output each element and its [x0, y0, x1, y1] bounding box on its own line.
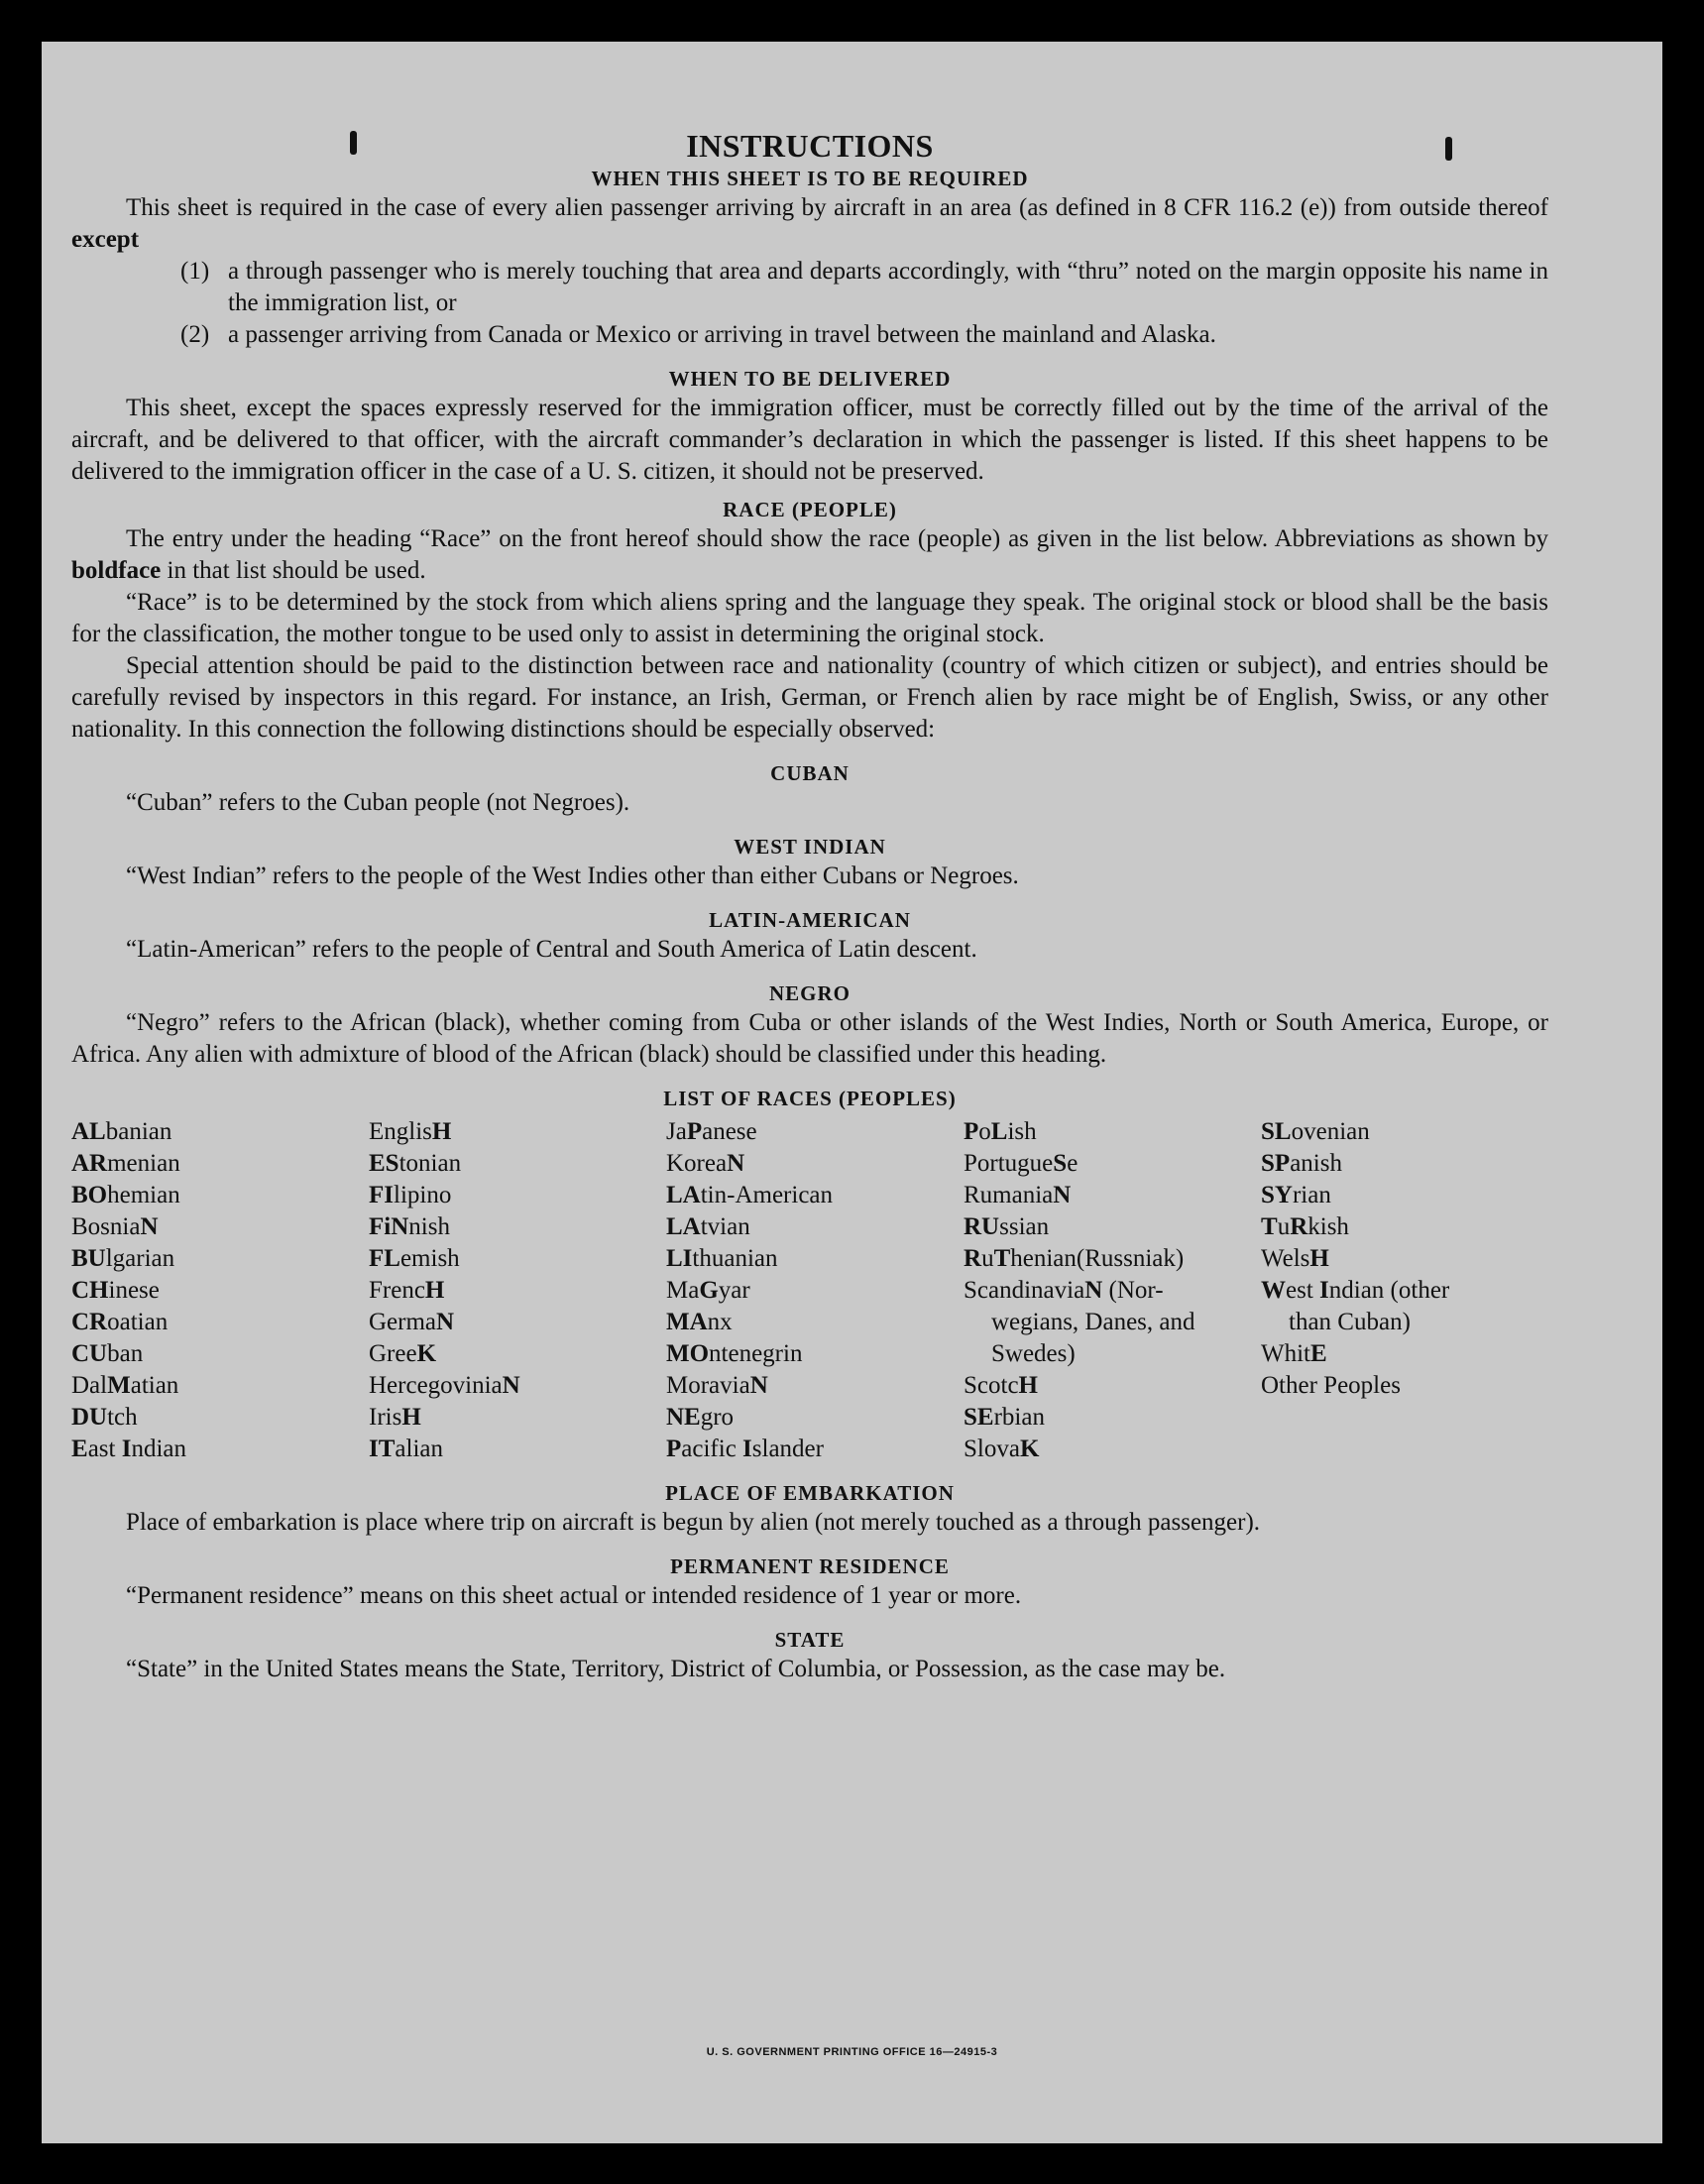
- list-item-number: (1): [180, 258, 210, 285]
- text-race-1a: The entry under the heading “Race” on the front hereof should show the race (people) as given in the list below. Abbreviations as shown by: [126, 525, 1548, 552]
- race-entry: CUban: [71, 1340, 144, 1367]
- text-except: except: [71, 226, 140, 253]
- list-item-number: (2): [180, 321, 210, 348]
- race-entry: TuRkish: [1261, 1213, 1349, 1240]
- heading-when-delivered: WHEN TO BE DELIVERED: [668, 367, 952, 391]
- race-entry: MAnx: [666, 1309, 733, 1335]
- text-boldface: boldface: [71, 557, 162, 584]
- document-body: [71, 127, 1548, 1685]
- race-entry: KoreaN: [666, 1150, 745, 1177]
- text-race-1b: in that list should be used.: [161, 557, 426, 584]
- race-entry: HercegoviniaN: [369, 1372, 520, 1399]
- race-entry: LIthuanian: [666, 1245, 778, 1272]
- race-entry: Other Peoples: [1261, 1372, 1401, 1399]
- heading-permanent-residence: PERMANENT RESIDENCE: [670, 1554, 950, 1578]
- race-entry: ALbanian: [71, 1118, 172, 1145]
- list-item: [180, 319, 1548, 351]
- race-entry: IrisH: [369, 1404, 421, 1431]
- races-column: [1261, 1116, 1548, 1465]
- race-entry: BOhemian: [71, 1182, 180, 1208]
- race-entry: ITalian: [369, 1436, 443, 1462]
- race-entry: BosniaN: [71, 1213, 159, 1240]
- heading-embarkation: PLACE OF EMBARKATION: [665, 1481, 955, 1505]
- race-entry: LAtin-American: [666, 1182, 834, 1208]
- printer-imprint: U. S. GOVERNMENT PRINTING OFFICE 16—24915-3: [706, 2046, 998, 2058]
- race-entry: SErbian: [964, 1404, 1045, 1431]
- races-column: [71, 1116, 359, 1465]
- race-entry: CHinese: [71, 1277, 160, 1304]
- race-entry: RuThenian(Russniak): [964, 1245, 1185, 1272]
- heading-when-required: WHEN THIS SHEET IS TO BE REQUIRED: [591, 167, 1029, 190]
- paragraph-west-indian: “West Indian” refers to the people of the West Indies other than either Cubans or Negroes.: [126, 862, 1019, 889]
- race-entry: CRoatian: [71, 1309, 169, 1335]
- races-column: [666, 1116, 954, 1465]
- paragraph-permanent-residence: “Permanent residence” means on this sheet actual or intended residence of 1 year or more.: [126, 1582, 1022, 1609]
- race-entry: MOntenegrin: [666, 1340, 803, 1367]
- race-entry: LAtvian: [666, 1213, 750, 1240]
- paragraph-cuban: “Cuban” refers to the Cuban people (not Negroes).: [126, 789, 630, 816]
- race-entry: GreeK: [369, 1340, 437, 1367]
- race-entry: BUlgarian: [71, 1245, 175, 1272]
- paragraph-race-3: Special attention should be paid to the distinction between race and nationality (country of which citizen or subject), and entries should be carefully revised by inspectors in this regard. For instance, an Irish, German, or French alien by race might be of English, Swiss, or any other nationality. In this connection the following distinctions should be especially observed:: [71, 652, 1548, 743]
- heading-latin-american: LATIN-AMERICAN: [709, 908, 911, 932]
- race-entry: WelsH: [1261, 1245, 1329, 1272]
- paragraph-latin-american: “Latin-American” refers to the people of Central and South America of Latin descent.: [126, 936, 977, 963]
- document-sheet: [42, 42, 1662, 2143]
- list-item-text: a through passenger who is merely touching that area and departs accordingly, with “thru” noted on the margin opposite his name in the immigration list, or: [228, 258, 1548, 316]
- paragraph-when-delivered: This sheet, except the spaces expressly reserved for the immigration officer, must be correctly filled out by the time of the arrival of the aircraft, and be delivered to that officer, with the aircraft commander’s declaration in which the passenger is listed. If this sheet happens to be delivered to the immigration officer in the case of a U. S. citizen, it should not be preserved.: [71, 395, 1548, 485]
- race-entry: SYrian: [1261, 1182, 1331, 1208]
- race-entry: RUssian: [964, 1213, 1050, 1240]
- text-when-required: This sheet is required in the case of every alien passenger arriving by aircraft in an area (as defined in 8 CFR 116.2 (e)) from outside thereof: [126, 194, 1548, 221]
- race-entry-continuation: than Cuban): [1289, 1309, 1411, 1335]
- race-entry: GermaN: [369, 1309, 455, 1335]
- heading-list-of-races: LIST OF RACES (PEOPLES): [663, 1087, 957, 1110]
- heading-race: RACE (PEOPLE): [723, 498, 897, 521]
- heading-negro: NEGRO: [768, 981, 851, 1005]
- race-entry: MaGyar: [666, 1277, 750, 1304]
- paragraph-state: “State” in the United States means the State, Territory, District of Columbia, or Possession, as the case may be.: [126, 1656, 1226, 1682]
- race-entry: FIlipino: [369, 1182, 452, 1208]
- paragraph-race-1: [71, 523, 1548, 587]
- list-item: [180, 256, 1548, 319]
- race-entry: SlovaK: [964, 1436, 1040, 1462]
- races-column: [369, 1116, 656, 1465]
- paragraph-embarkation: Place of embarkation is place where trip on aircraft is begun by alien (not merely touched as a through passenger).: [126, 1509, 1261, 1536]
- exceptions-list: [71, 256, 1548, 351]
- race-entry: MoraviaN: [666, 1372, 768, 1399]
- race-entry-continuation: wegians, Danes, and Swedes): [991, 1309, 1195, 1367]
- races-column: [964, 1116, 1251, 1465]
- heading-cuban: CUBAN: [770, 761, 850, 785]
- race-entry: JaPanese: [666, 1118, 757, 1145]
- race-entry: SLovenian: [1261, 1118, 1370, 1145]
- heading-west-indian: WEST INDIAN: [734, 835, 886, 859]
- heading-state: STATE: [774, 1628, 846, 1652]
- race-entry: FiNnish: [369, 1213, 450, 1240]
- race-entry: ScandinaviaN (Nor-: [964, 1277, 1164, 1304]
- race-entry: SPanish: [1261, 1150, 1342, 1177]
- race-entry: PortugueSe: [964, 1150, 1079, 1177]
- list-item-text: a passenger arriving from Canada or Mexico or arriving in travel between the mainland and Alaska.: [228, 321, 1216, 348]
- paragraph-race-2: “Race” is to be determined by the stock from which aliens spring and the language they speak. The original stock or blood shall be the basis for the classification, the mother tongue to be used only to assist in determining the original stock.: [71, 589, 1548, 647]
- race-entry: West Indian (other: [1261, 1277, 1450, 1304]
- race-entry: ScotcH: [964, 1372, 1038, 1399]
- race-entry: RumaniaN: [964, 1182, 1072, 1208]
- race-entry: EnglisH: [369, 1118, 452, 1145]
- races-table: [71, 1116, 1548, 1465]
- race-entry: PoLish: [964, 1118, 1037, 1145]
- race-entry: ARmenian: [71, 1150, 180, 1177]
- race-entry: DUtch: [71, 1404, 138, 1431]
- race-entry: FrencH: [369, 1277, 445, 1304]
- paragraph-negro: “Negro” refers to the African (black), whether coming from Cuba or other islands of the West Indies, North or South America, Europe, or Africa. Any alien with admixture of blood of the African (black) should be classified under this heading.: [71, 1009, 1548, 1068]
- paragraph-when-required: [71, 192, 1548, 256]
- race-entry: NEgro: [666, 1404, 735, 1431]
- page-title: INSTRUCTIONS: [686, 128, 934, 164]
- race-entry: WhitE: [1261, 1340, 1327, 1367]
- race-entry: EStonian: [369, 1150, 462, 1177]
- race-entry: DalMatian: [71, 1372, 179, 1399]
- race-entry: Pacific Islander: [666, 1436, 824, 1462]
- race-entry: FLemish: [369, 1245, 460, 1272]
- race-entry: East Indian: [71, 1436, 186, 1462]
